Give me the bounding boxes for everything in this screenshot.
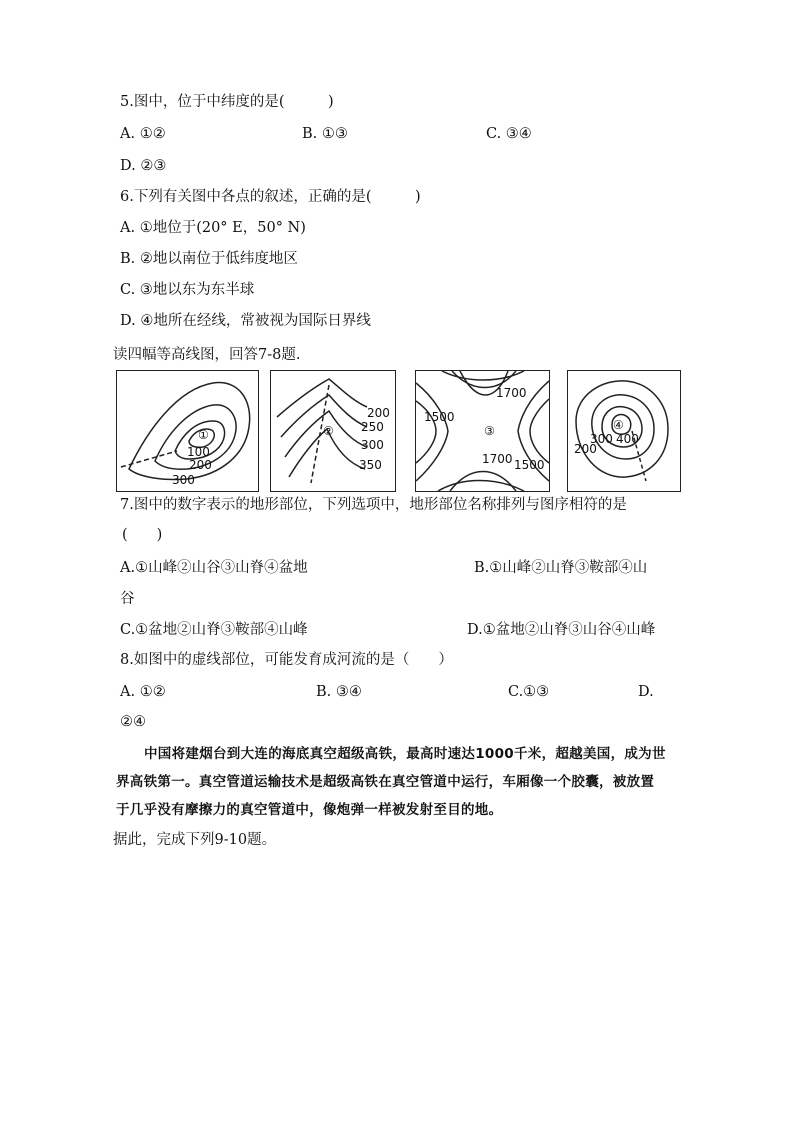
q7-option-b-wrap: 谷 (120, 591, 135, 607)
q7-option-c: C.①盆地②山脊③鞍部④山峰 (120, 622, 308, 638)
q7-option-a: A.①山峰②山谷③山脊④盆地 (120, 560, 308, 576)
map1-label-300: 300 (172, 473, 195, 487)
q5-stem: 5.图中，位于中纬度的是( ) (120, 94, 334, 110)
q5-option-a: A. ①② (120, 126, 166, 142)
map4-label-400: 400 (616, 432, 639, 446)
passage-line-2: 界高铁第一。真空管道运输技术是超级高铁在真空管道中运行，车厢像一个胶囊，被放置 (116, 774, 655, 790)
map3-label-1500-right: 1500 (514, 458, 545, 472)
map1-label-200: 200 (189, 458, 212, 472)
map3-label-1700-top: 1700 (496, 386, 527, 400)
map4-label-200: 200 (574, 442, 597, 456)
map4-marker: ④ (613, 418, 624, 432)
q7-stem: 7.图中的数字表示的地形部位，下列选项中，地形部位名称排列与图序相符的是 (120, 497, 627, 513)
q5-option-b: B. ①③ (302, 126, 348, 142)
map2-marker: ② (323, 424, 334, 438)
q6-option-c: C. ③地以东为东半球 (120, 282, 255, 298)
q8-option-c: C.①③ (508, 684, 550, 700)
contour-map-1 (116, 370, 259, 492)
q7-paren: ( ) (122, 527, 163, 543)
map1-label-100: 100 (187, 445, 210, 459)
q6-option-d: D. ④地所在经线，常被视为国际日界线 (120, 313, 371, 329)
q7-option-b: B.①山峰②山脊③鞍部④山 (474, 560, 648, 576)
map2-label-250: 250 (361, 420, 384, 434)
contour-map-4 (567, 370, 681, 492)
intro-9-10: 据此，完成下列9-10题。 (113, 832, 277, 848)
map2-label-350: 350 (359, 458, 382, 472)
q8-option-b: B. ③④ (316, 684, 362, 700)
q8-option-d: D. (638, 684, 654, 700)
intro-7-8: 读四幅等高线图，回答7-8题. (113, 347, 301, 363)
map3-label-1700-bottom: 1700 (482, 452, 513, 466)
map2-label-300: 300 (361, 438, 384, 452)
q6-stem: 6.下列有关图中各点的叙述，正确的是( ) (120, 189, 421, 205)
q8-option-a: A. ①② (120, 684, 166, 700)
contour-map-2 (270, 370, 396, 492)
q8-stem: 8.如图中的虚线部位，可能发育成河流的是（ ） (120, 652, 453, 668)
map4-label-300: 300 (590, 432, 613, 446)
map1-marker: ① (198, 428, 209, 442)
map3-marker: ③ (484, 424, 495, 438)
q8-option-d-wrap: ②④ (120, 714, 146, 730)
q7-option-d: D.①盆地②山脊③山谷④山峰 (467, 622, 656, 638)
q6-option-a: A. ①地位于(20° E，50° N) (120, 220, 306, 236)
passage-line-3: 于几乎没有摩擦力的真空管道中，像炮弹一样被发射至目的地。 (116, 802, 503, 818)
q6-option-b: B. ②地以南位于低纬度地区 (120, 251, 298, 267)
map2-label-200: 200 (367, 406, 390, 420)
contour-map-3 (415, 370, 550, 492)
q5-option-d: D. ②③ (120, 158, 167, 174)
q5-option-c: C. ③④ (486, 126, 532, 142)
passage-line-1: 中国将建烟台到大连的海底真空超级高铁，最高时速达1000千米，超越美国，成为世 (144, 746, 666, 762)
map3-label-1500-left: 1500 (424, 410, 455, 424)
